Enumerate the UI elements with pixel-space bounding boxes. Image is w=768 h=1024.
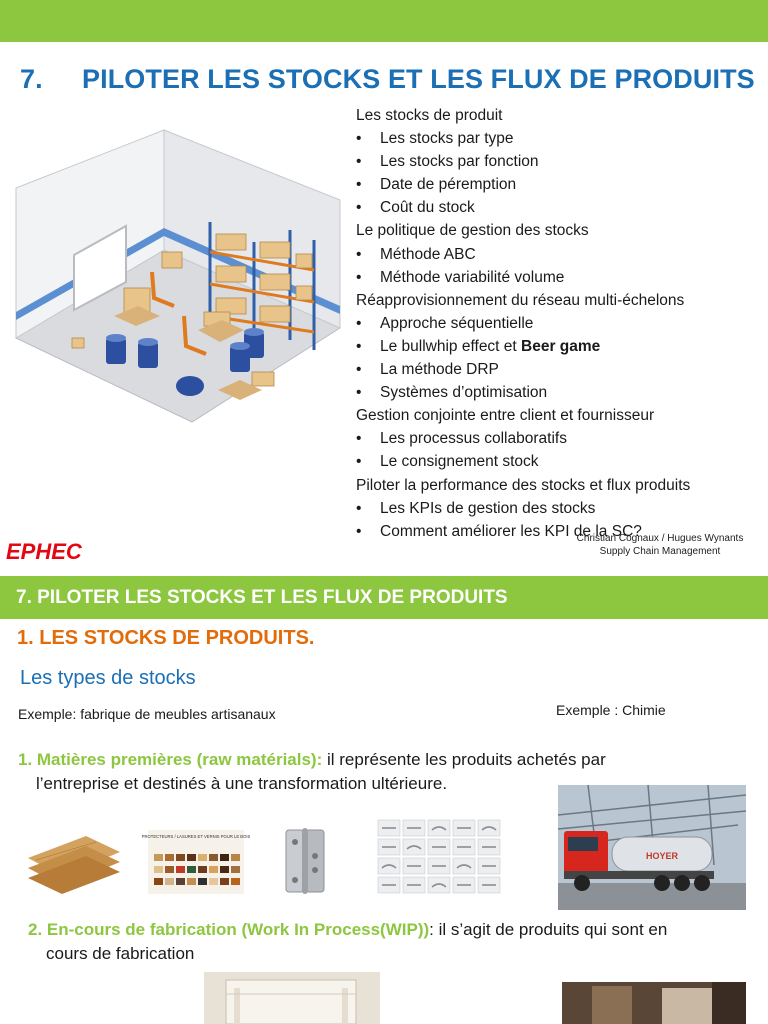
slide-title (20, 64, 755, 95)
outline-bullet: • Méthode variabilité volume (356, 266, 756, 289)
hinge-image (282, 826, 328, 896)
outline-bullet-text: Le bullwhip effect et (380, 337, 522, 355)
outline-bullet: • Méthode ABC (356, 243, 756, 266)
chemical-truck-image (558, 785, 746, 910)
slide-title-text: PILOTER LES STOCKS ET LES FLUX DE PRODUITS (82, 64, 755, 94)
outline-bullet: • La méthode DRP (356, 358, 756, 381)
top-accent-bar (0, 0, 768, 42)
outline-bullet: • Coût du stock (356, 196, 756, 219)
varnish-color-chart-image (141, 830, 251, 894)
credit-course: Supply Chain Management (599, 546, 721, 557)
raw-materials-text-cont: l’entreprise et destinés à une transformation ultérieure. (36, 774, 448, 793)
credit-authors: Christian Cognaux / Hugues Wynants (576, 533, 744, 544)
outline-bullet: • Les KPIs de gestion des stocks (356, 497, 756, 520)
author-credit (560, 532, 760, 558)
handles-catalog-image (376, 818, 504, 896)
warehouse-illustration (14, 160, 344, 442)
outline-bullet: • Date de péremption (356, 173, 756, 196)
raw-materials-text: il représente les produits achetés par (322, 750, 606, 769)
outline-bullet: • Les processus collaboratifs (356, 427, 756, 450)
wip-chemical-image (562, 982, 746, 1024)
outline-bullet: • Les stocks par type (356, 127, 756, 150)
outline-bullet: • Le consignement stock (356, 450, 756, 473)
outline-bullet: • Comment améliorer les KPI de la SC? (356, 520, 756, 543)
outline-bullet: • Approche séquentielle (356, 312, 756, 335)
outline-bullet-bold: Beer game (521, 337, 601, 355)
outline-section: Le politique de gestion des stocks (356, 222, 589, 240)
wip-furniture-image (204, 972, 380, 1024)
wip-text-cont: cours de fabrication (46, 944, 195, 963)
topic-heading: Les types de stocks (20, 667, 196, 689)
outline-section: Piloter la performance des stocks et flux produits (356, 476, 691, 494)
slide-number: 7. (20, 64, 43, 94)
outline-bullet (356, 335, 756, 358)
wood-planks-image (26, 828, 122, 894)
subsection-heading: 1. LES STOCKS DE PRODUITS. (17, 627, 315, 649)
truck-brand-text: HOYER (645, 851, 679, 861)
outline-section: Gestion conjointe entre client et fournisseur (356, 407, 655, 425)
outline-section: Réapprovisionnement du réseau multi-échelons (356, 291, 685, 309)
raw-materials-term: 1. Matières premières (raw matérials): (18, 750, 323, 769)
ephec-logo (6, 539, 106, 563)
outline-bullet: • Les stocks par fonction (356, 150, 756, 173)
wip-text: : il s’agit de produits qui sont en (429, 920, 668, 939)
example-furniture-label: Exemple: fabrique de meubles artisanaux (18, 706, 276, 722)
varnish-caption: PROTECTEURS / LASURES ET VERNIS POUR LE BOIS (141, 834, 251, 839)
wip-paragraph (28, 918, 758, 966)
logo-wordmark: EPHEC (6, 539, 82, 564)
example-chemistry-label: Exemple : Chimie (556, 702, 666, 718)
section-title: 7. PILOTER LES STOCKS ET LES FLUX DE PRODUITS (16, 587, 508, 608)
outline-section: Les stocks de produit (356, 107, 503, 124)
wip-term: 2. En-cours de fabrication (Work In Process(WIP)) (28, 920, 430, 939)
outline-list (356, 104, 756, 543)
outline-bullet: • Systèmes d’optimisation (356, 381, 756, 404)
